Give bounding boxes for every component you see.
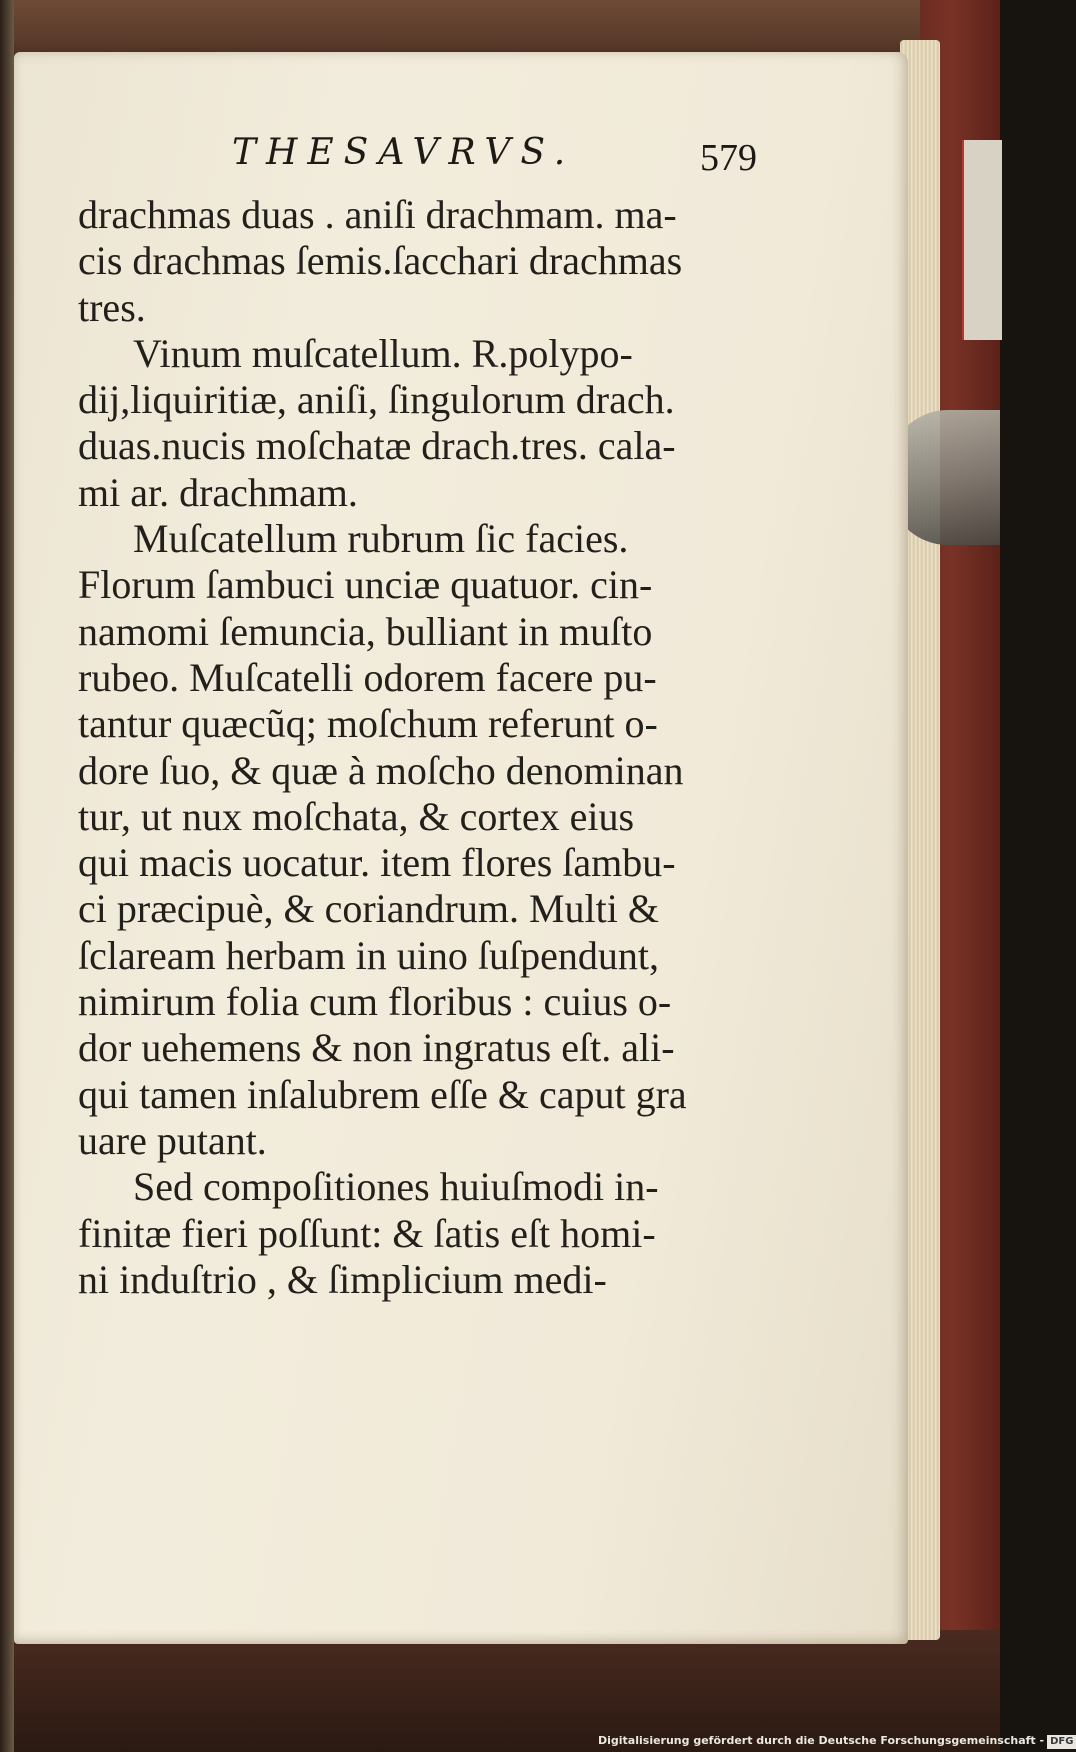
digitization-credit	[598, 1733, 1074, 1749]
text-line: tres.	[78, 284, 146, 330]
running-head: THESAVRVS.	[232, 132, 576, 173]
credit-text: Digitalisierung gefördert durch die Deutsche Forschungsgemeinschaft -	[598, 1734, 1045, 1747]
text-line: uare putant.	[78, 1117, 267, 1163]
text-line: dij,liquiritiæ, aniſi, ſingulorum drach.	[78, 377, 675, 423]
text-line: mi ar. drachmam.	[78, 469, 358, 515]
text-line: qui macis uocatur. item flores ſambu-	[78, 840, 676, 886]
text-line: ni induſtrio , & ſimplicium medi-	[78, 1256, 607, 1302]
text-line: finitæ fieri poſſunt: & ſatis eſt homi-	[78, 1210, 656, 1256]
text-line: Muſcatellum rubrum ſic facies.	[133, 516, 629, 562]
text-line: tur, ut nux moſchata, & cortex eius	[78, 793, 635, 839]
text-line: namomi ſemuncia, bulliant in muſto	[78, 608, 653, 654]
page-body-text	[78, 192, 778, 1303]
text-line: qui tamen inſalubrem eſſe & caput gra	[78, 1071, 687, 1117]
text-line: dore ſuo, & quæ à moſcho denominan	[78, 747, 684, 793]
text-line: Florum ſambuci unciæ quatuor. cin-	[78, 562, 653, 608]
shelf-label	[962, 140, 1002, 340]
text-line: duas.nucis moſchatæ drach.tres. cala-	[78, 423, 676, 469]
text-line: dor uehemens & non ingratus eſt. ali-	[78, 1025, 675, 1071]
text-line: ci præcipuè, & coriandrum. Multi &	[78, 886, 659, 932]
text-line: Vinum muſcatellum. R.polypo-	[133, 330, 633, 376]
text-line: ſclaream herbam in uino ſuſpendunt,	[78, 932, 659, 978]
text-line: tantur quæcũq; moſchum referunt o-	[78, 701, 658, 747]
page-number: 579	[700, 137, 757, 179]
text-line: cis drachmas ſemis.ſacchari drachmas	[78, 238, 683, 284]
dfg-logo: DFG	[1047, 1735, 1076, 1749]
text-line: nimirum folia cum floribus : cuius o-	[78, 979, 672, 1025]
book-cover-left	[0, 0, 14, 1752]
text-line: rubeo. Muſcatelli odorem facere pu-	[78, 654, 657, 700]
text-line: drachmas duas . aniſi drachmam. ma-	[78, 192, 677, 237]
text-line: Sed compoſitiones huiuſmodi in-	[133, 1164, 659, 1210]
